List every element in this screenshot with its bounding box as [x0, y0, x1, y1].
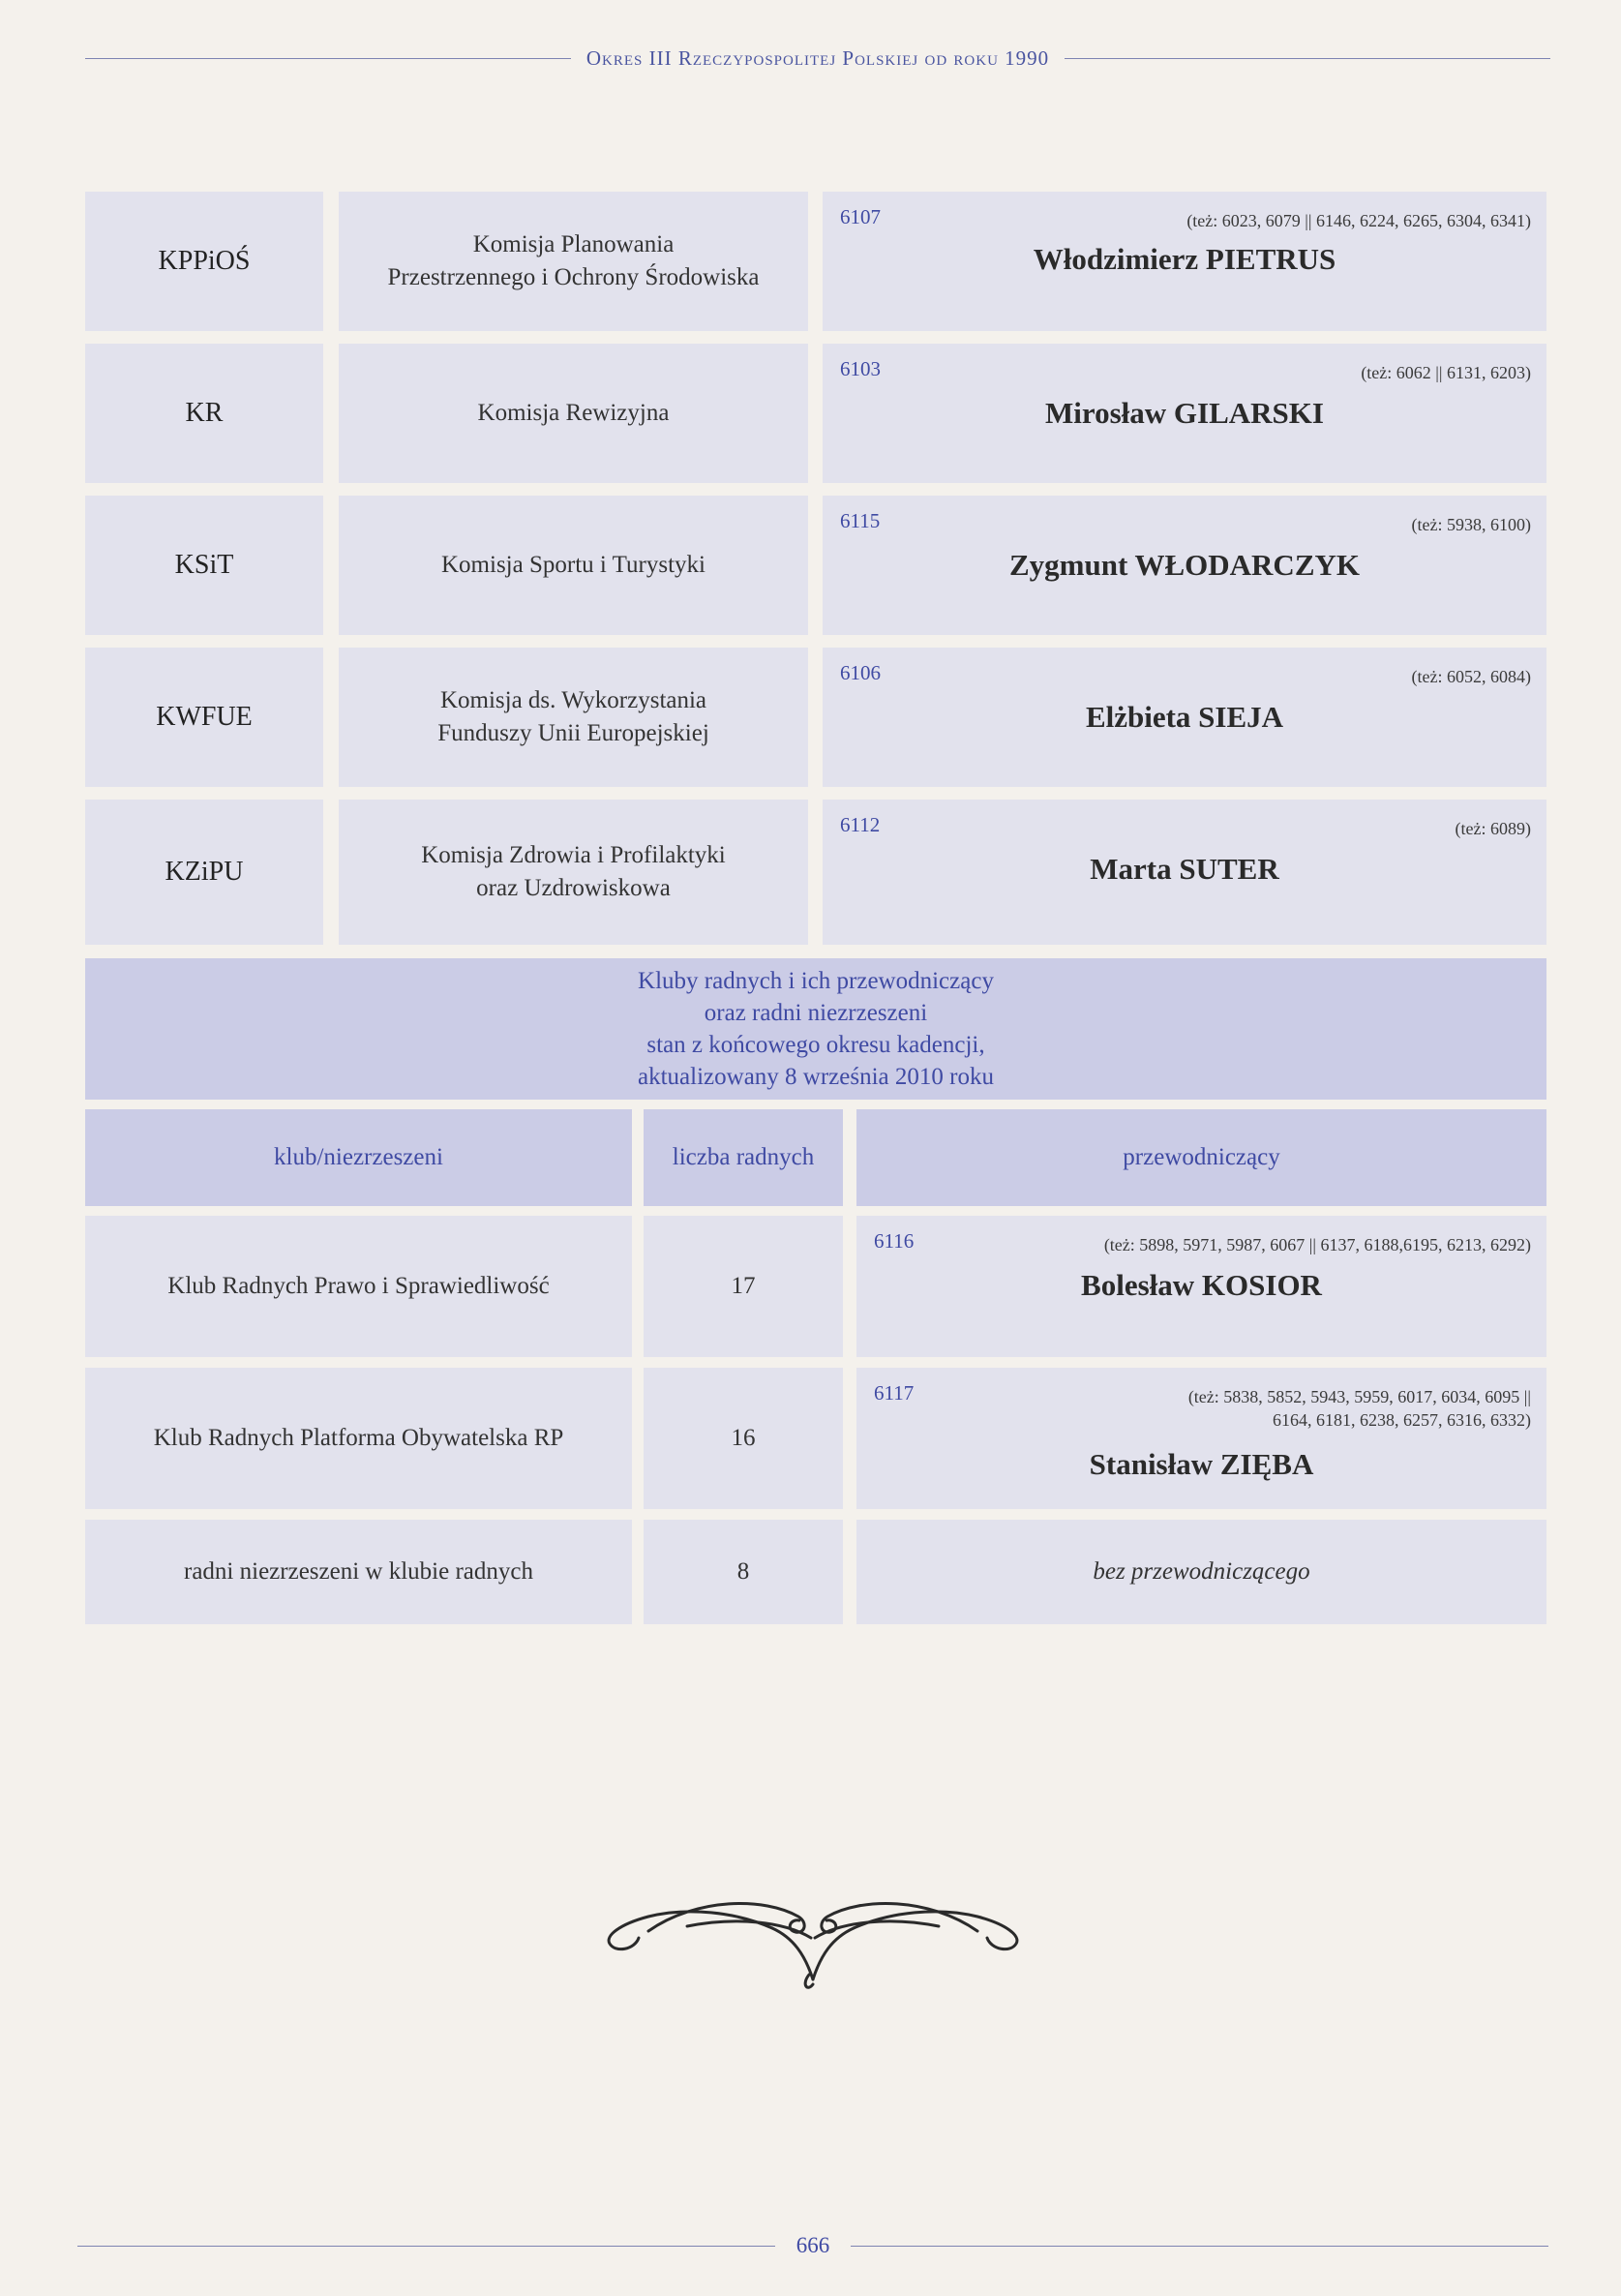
running-header-title: Okres III Rzeczypospolitej Polskiej od roku 1990	[585, 45, 1050, 70]
also-numbers-line: (też: 6052, 6084)	[1411, 667, 1531, 686]
commission-chair-cell	[823, 344, 1546, 483]
club-count: 16	[731, 1425, 756, 1451]
page-number: 666	[795, 2233, 830, 2257]
club-name-cell	[85, 1216, 632, 1357]
commission-chair-cell	[823, 648, 1546, 787]
also-numbers-line: (też: 5938, 6100)	[1411, 515, 1531, 534]
commission-name	[441, 549, 705, 582]
commission-name-cell	[339, 192, 808, 331]
club-count: 17	[731, 1273, 756, 1299]
commission-chair-cell	[823, 496, 1546, 635]
club-name-cell	[85, 1520, 632, 1624]
also-numbers	[1412, 513, 1531, 536]
also-numbers	[1188, 1385, 1531, 1432]
commission-name-line: oraz Uzdrowiskowa	[476, 875, 671, 901]
column-header-club	[85, 1109, 632, 1206]
also-numbers	[1361, 361, 1531, 384]
page-footer	[77, 2226, 1548, 2265]
also-numbers-line: (też: 5838, 5852, 5943, 5959, 6017, 6034, 6095 ||	[1187, 1387, 1531, 1406]
commission-abbr-cell	[85, 344, 323, 483]
also-numbers	[1456, 817, 1531, 840]
decorative-flourish-icon	[590, 1878, 1036, 1994]
commission-name	[437, 684, 709, 750]
commission-name	[421, 839, 726, 905]
commission-name-cell	[339, 496, 808, 635]
commission-name-line: Komisja Sportu i Turystyki	[441, 552, 705, 578]
also-numbers-line: (też: 5898, 5971, 5987, 6067 || 6137, 6188,6195, 6213, 6292)	[1103, 1235, 1531, 1254]
person-number: 6103	[840, 357, 881, 380]
chair-name: Zygmunt WŁODARCZYK	[1008, 548, 1360, 582]
column-header-count	[644, 1109, 843, 1206]
club-count: 8	[736, 1558, 750, 1585]
club-chair-cell	[856, 1368, 1546, 1509]
running-header	[85, 39, 1550, 77]
chair-name: Bolesław KOSIOR	[1081, 1268, 1322, 1302]
commission-abbr: KWFUE	[156, 702, 253, 732]
club-count-cell	[644, 1368, 843, 1509]
also-numbers	[1104, 1233, 1531, 1256]
footer-rule-right	[851, 2246, 1548, 2247]
commission-name-line: Komisja Planowania	[472, 231, 675, 257]
commission-abbr: KPPiOŚ	[158, 246, 251, 276]
chair-name: Włodzimierz PIETRUS	[1033, 242, 1336, 276]
header-rule-right	[1065, 58, 1550, 59]
commission-name-cell	[339, 344, 808, 483]
also-numbers	[1412, 665, 1531, 688]
header-rule-left	[85, 58, 571, 59]
commission-abbr: KZiPU	[165, 857, 244, 887]
column-header-count-label: liczba radnych	[672, 1144, 815, 1170]
column-header-chair	[856, 1109, 1546, 1206]
club-chair-cell	[856, 1216, 1546, 1357]
also-numbers-line: (też: 6023, 6079 || 6146, 6224, 6265, 6304, 6341)	[1186, 211, 1531, 230]
person-number: 6116	[874, 1229, 915, 1253]
commission-abbr: KR	[185, 398, 224, 428]
commission-abbr-cell	[85, 800, 323, 945]
also-numbers	[1186, 209, 1531, 232]
commission-abbr: KSiT	[174, 550, 234, 580]
commission-name-cell	[339, 800, 808, 945]
chair-name: Marta SUTER	[1090, 852, 1279, 886]
commission-name	[388, 228, 760, 294]
footer-rule-left	[77, 2246, 775, 2247]
club-name: Klub Radnych Platforma Obywatelska RP	[153, 1425, 564, 1451]
chair-name: Elżbieta SIEJA	[1085, 700, 1284, 734]
person-number: 6115	[840, 509, 881, 532]
chair-name: Stanisław ZIĘBA	[1089, 1447, 1314, 1481]
commission-name-line: Funduszy Unii Europejskiej	[437, 720, 709, 746]
banner-line: Kluby radnych i ich przewodniczący	[638, 968, 994, 994]
banner-line: oraz radni niezrzeszeni	[704, 1000, 928, 1026]
person-number: 6106	[840, 661, 881, 684]
person-number: 6107	[840, 205, 881, 228]
commission-abbr-cell	[85, 496, 323, 635]
banner-line: stan z końcowego okresu kadencji,	[646, 1032, 985, 1058]
also-numbers-line: (też: 6089)	[1455, 819, 1531, 838]
club-name: radni niezrzeszeni w klubie radnych	[184, 1558, 533, 1585]
club-name-cell	[85, 1368, 632, 1509]
column-header-chair-label: przewodniczący	[1123, 1144, 1280, 1170]
commission-name-line: Komisja Rewizyjna	[477, 400, 670, 426]
club-name: Klub Radnych Prawo i Sprawiedliwość	[167, 1273, 550, 1299]
also-numbers-line: (też: 6062 || 6131, 6203)	[1361, 363, 1531, 382]
commission-chair-cell	[823, 192, 1546, 331]
commission-abbr-cell	[85, 648, 323, 787]
banner-line: aktualizowany 8 września 2010 roku	[638, 1064, 994, 1090]
person-number: 6117	[874, 1381, 915, 1405]
commission-chair-cell	[823, 800, 1546, 945]
chair-name: Mirosław GILARSKI	[1045, 396, 1324, 430]
commission-name-cell	[339, 648, 808, 787]
commission-name-line: Komisja ds. Wykorzystania	[439, 687, 707, 713]
commission-name-line: Komisja Zdrowia i Profilaktyki	[421, 842, 726, 868]
club-chair-cell	[856, 1520, 1546, 1624]
column-header-club-label: klub/niezrzeszeni	[274, 1144, 443, 1170]
club-count-cell	[644, 1216, 843, 1357]
commission-name	[478, 397, 670, 430]
also-numbers-line: 6164, 6181, 6238, 6257, 6316, 6332)	[1273, 1410, 1531, 1430]
clubs-section-banner	[85, 958, 1546, 1100]
commission-name-line: Przestrzennego i Ochrony Środowiska	[387, 264, 760, 290]
person-number: 6112	[840, 813, 881, 836]
club-count-cell	[644, 1520, 843, 1624]
no-chair-text: bez przewodniczącego	[1093, 1558, 1310, 1585]
commission-abbr-cell	[85, 192, 323, 331]
